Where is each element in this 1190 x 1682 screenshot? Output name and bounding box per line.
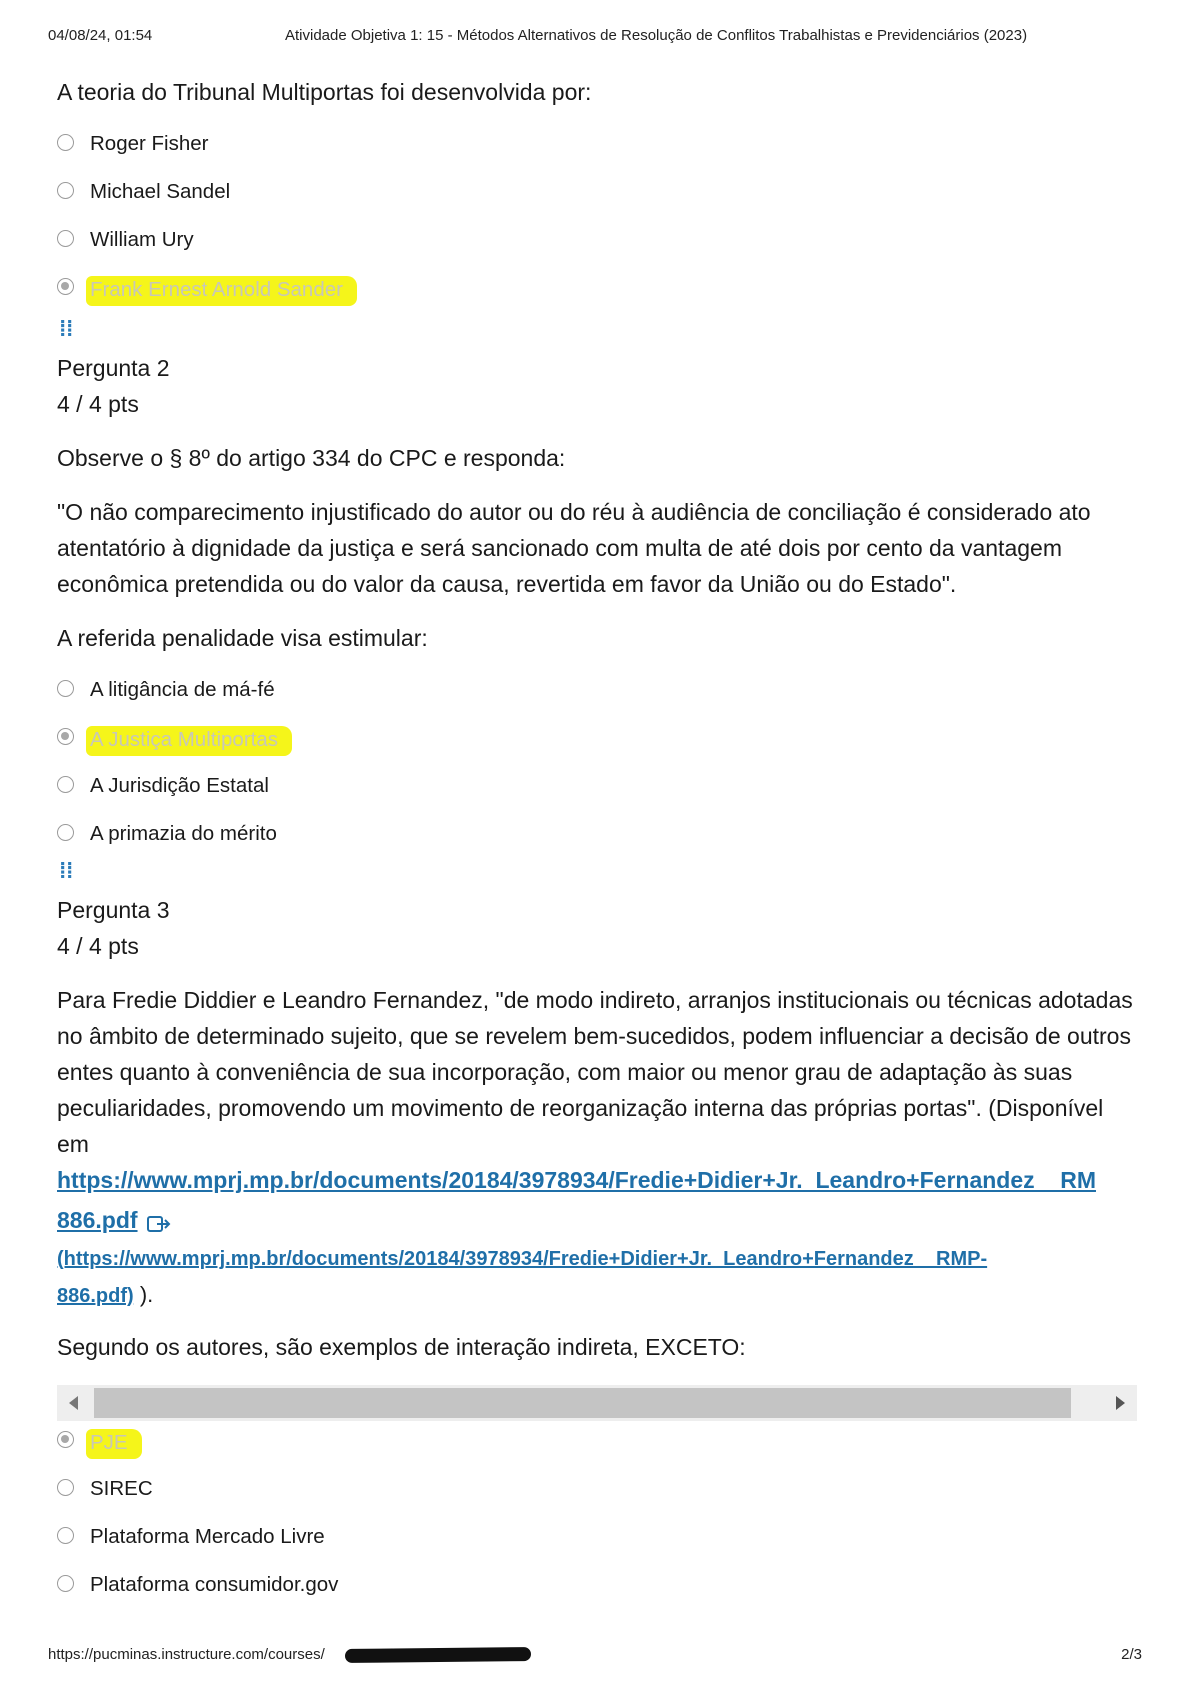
drag-handle-icon[interactable]: ⁞ ⁞: [59, 858, 73, 883]
question2-quote: "O não comparecimento injustificado do autor ou do réu à audiência de conciliação é considerado ato atentatório à dignidade da justiça e será sancionado com multa de até dois por cento da vantagem econômica pretendida ou do valor da causa, revertida em favor da União ou do Estado".: [57, 499, 1091, 597]
answer-label: A Jurisdição Estatal: [90, 774, 269, 797]
answer-label: A litigância de má-fé: [90, 678, 275, 701]
answer-label-highlighted: PJE: [86, 1429, 142, 1459]
print-url: https://pucminas.instructure.com/courses/: [48, 1646, 325, 1663]
radio-button[interactable]: [57, 1527, 74, 1544]
question3-text: Para Fredie Diddier e Leandro Fernandez, "de modo indireto, arranjos institucionais ou técnicas adotadas no âmbito de determinado sujeito, que se revelem bem-sucedidos, podem influenciar a decisão de outros entes quanto à conveniência de sua incorporação, com maior ou menor grau de adaptação às suas peculiaridades, promovendo um movimento de reorganização interna das próprias portas". (Disponível em: [57, 987, 1133, 1157]
radio-button[interactable]: [57, 1479, 74, 1496]
answer-option[interactable]: [57, 228, 1137, 276]
print-page-title: Atividade Objetiva 1: 15 - Métodos Alternativos de Resolução de Conflitos Trabalhistas e Previdenciários (2023): [285, 27, 1028, 44]
question3-prompt: Segundo os autores, são exemplos de interação indireta, EXCETO:: [57, 1334, 746, 1360]
source-link-alt-row: [57, 1242, 1137, 1278]
radio-button-checked[interactable]: [57, 278, 74, 295]
radio-button[interactable]: [57, 134, 74, 151]
source-link-row: [57, 1162, 1137, 1202]
answer-option[interactable]: [57, 132, 1137, 180]
radio-button-checked[interactable]: [57, 728, 74, 745]
radio-button[interactable]: [57, 1575, 74, 1592]
answer-label: SIREC: [90, 1477, 153, 1500]
question2-score: 4 / 4 pts: [57, 391, 139, 417]
question3-options: [57, 1429, 1137, 1621]
radio-button[interactable]: [57, 230, 74, 247]
question3-score: 4 / 4 pts: [57, 933, 139, 959]
source-link-alt-row-2: [57, 1278, 1137, 1313]
scroll-left-icon[interactable]: [69, 1396, 78, 1410]
source-link-alt-continued[interactable]: 886.pdf): [57, 1285, 134, 1307]
print-datetime: 04/08/24, 01:54: [48, 27, 153, 44]
print-footer: [48, 1646, 1142, 1666]
drag-handle-icon[interactable]: ⁞ ⁞: [59, 316, 73, 341]
question2-title: Pergunta 2: [57, 355, 170, 381]
answer-label-highlighted: Frank Ernest Arnold Sander: [86, 276, 357, 306]
quiz-content: [57, 74, 1137, 1621]
print-header: [48, 27, 1142, 49]
page-number: 2/3: [1121, 1646, 1142, 1663]
question2-options: [57, 678, 1137, 856]
answer-option[interactable]: [57, 1477, 1137, 1525]
answer-label: A primazia do mérito: [90, 822, 277, 845]
source-link-row-2: [57, 1202, 1137, 1242]
source-link-alt[interactable]: (https://www.mprj.mp.br/documents/20184/3978934/Fredie+Didier+Jr._Leandro+Fernandez__RMP-: [57, 1248, 988, 1270]
radio-button[interactable]: [57, 182, 74, 199]
redaction-mark: [345, 1647, 531, 1663]
answer-option[interactable]: [57, 1573, 1137, 1621]
answer-option[interactable]: [57, 1525, 1137, 1573]
answer-option-selected[interactable]: [57, 276, 1137, 314]
answer-label: Roger Fisher: [90, 132, 209, 155]
answer-option[interactable]: [57, 822, 1137, 856]
question2-prompt: A referida penalidade visa estimular:: [57, 625, 428, 651]
radio-button[interactable]: [57, 680, 74, 697]
answer-label: Michael Sandel: [90, 180, 231, 203]
radio-button[interactable]: [57, 824, 74, 841]
closing-paren: ).: [139, 1282, 154, 1307]
answer-label-highlighted: A Justiça Multiportas: [86, 726, 292, 756]
question1-options: [57, 132, 1137, 314]
scroll-right-icon[interactable]: [1116, 1396, 1125, 1410]
answer-label: William Ury: [90, 228, 194, 251]
question3-title: Pergunta 3: [57, 897, 170, 923]
horizontal-scrollbar[interactable]: [57, 1385, 1137, 1421]
question2-intro: Observe o § 8º do artigo 334 do CPC e responda:: [57, 445, 566, 471]
answer-option[interactable]: [57, 774, 1137, 822]
answer-option[interactable]: [57, 180, 1137, 228]
scrollbar-thumb[interactable]: [94, 1388, 1071, 1418]
answer-option-selected[interactable]: [57, 726, 1137, 774]
source-link-continued[interactable]: 886.pdf: [57, 1207, 138, 1233]
answer-option[interactable]: [57, 678, 1137, 726]
question1-prompt: A teoria do Tribunal Multiportas foi desenvolvida por:: [57, 79, 592, 105]
radio-button-checked[interactable]: [57, 1431, 74, 1448]
answer-label: Plataforma Mercado Livre: [90, 1525, 325, 1548]
radio-button[interactable]: [57, 776, 74, 793]
answer-option-selected[interactable]: [57, 1429, 1137, 1477]
external-link-icon[interactable]: [146, 1213, 172, 1235]
source-link[interactable]: https://www.mprj.mp.br/documents/20184/3978934/Fredie+Didier+Jr._Leandro+Fernandez__RM: [57, 1167, 1096, 1193]
answer-label: Plataforma consumidor.gov: [90, 1573, 339, 1596]
